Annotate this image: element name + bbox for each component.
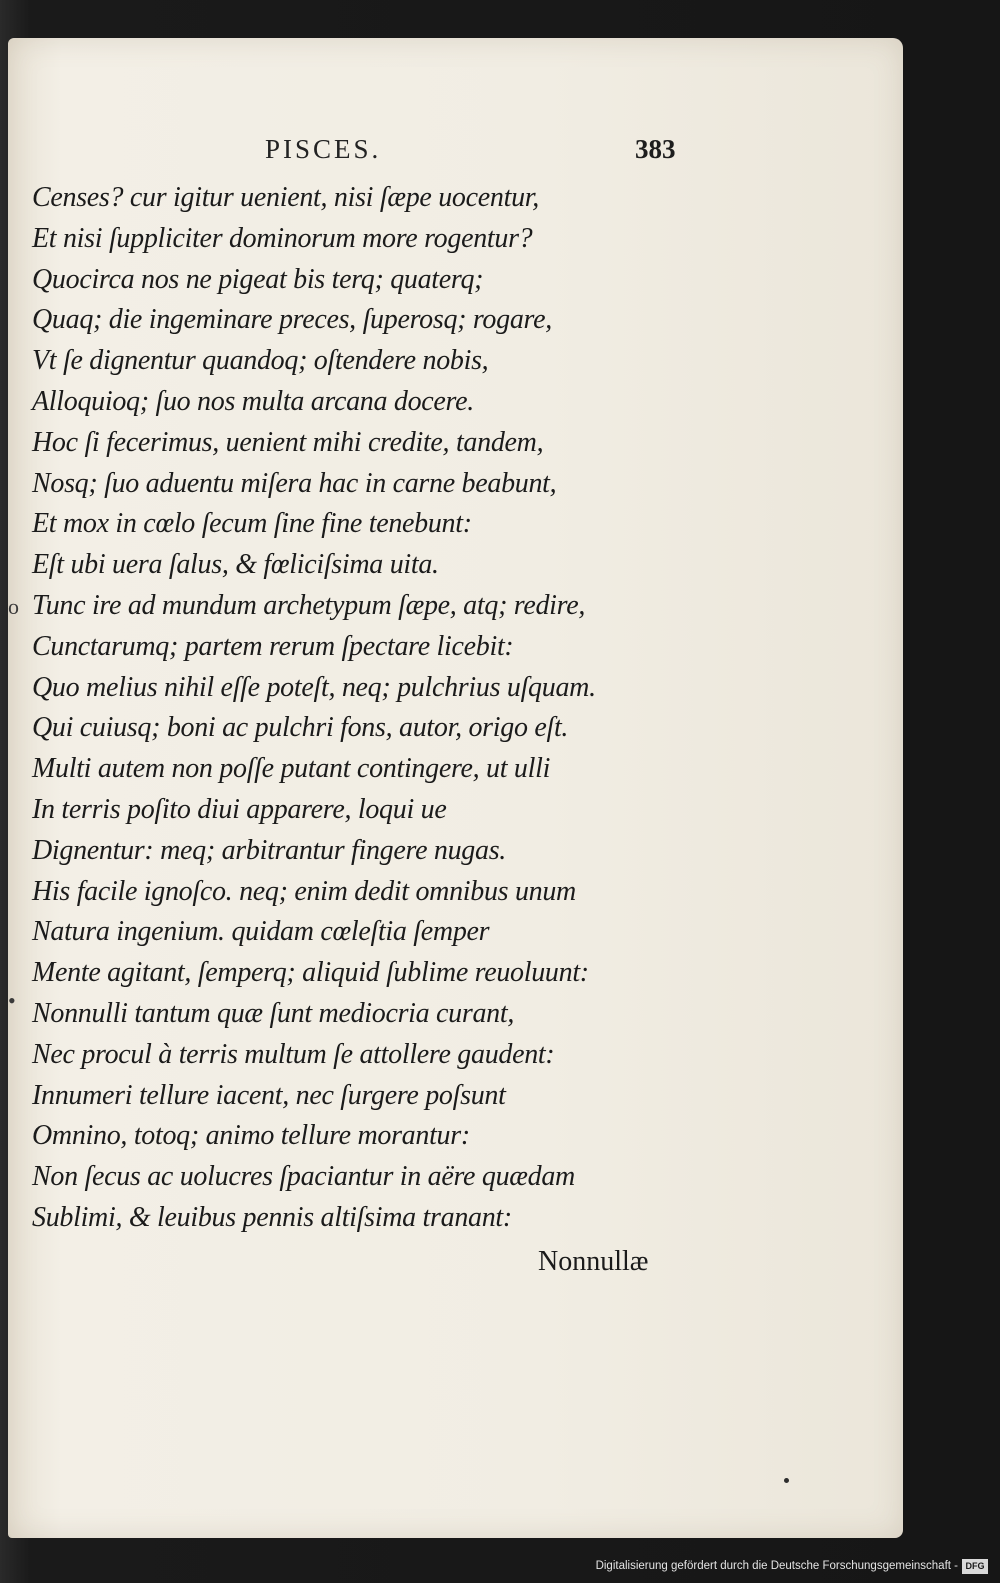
verse-line: His facile ignoſco. neq; enim dedit omnibus unum — [32, 875, 576, 907]
verse-line: Innumeri tellure iacent, nec ſurgere poſsunt — [32, 1079, 506, 1111]
verse-line: Hoc ſi fecerimus, uenient mihi credite, tandem, — [32, 426, 544, 458]
verse-line: Sublimi, & leuibus pennis altiſsima tranant: — [32, 1201, 512, 1233]
verse-block — [32, 178, 712, 1239]
verse-line: Multi autem non poſſe putant contingere, ut ulli — [32, 753, 551, 785]
ink-dot — [784, 1478, 789, 1483]
verse-line: Alloquioq; ſuo nos multa arcana docere. — [32, 385, 474, 417]
margin-mark: • — [8, 988, 16, 1013]
page-number: 383 — [635, 134, 676, 164]
page-header — [8, 134, 903, 174]
catchword: Nonnullæ — [538, 1246, 649, 1277]
margin-mark: o — [8, 594, 19, 619]
verse-line: Tunc ire ad mundum archetypum ſæpe, atq; redire, — [32, 589, 586, 621]
verse-line: Dignentur: meq; arbitrantur fingere nugas. — [32, 834, 506, 866]
verse-line: Nec procul à terris multum ſe attollere gaudent: — [32, 1038, 555, 1070]
verse-line: Cunctarumq; partem rerum ſpectare licebit: — [32, 630, 514, 662]
verse-line: Censes? cur igitur uenient, nisi ſæpe uocentur, — [32, 182, 539, 213]
funding-notice: Digitalisierung gefördert durch die Deutsche Forschungsgemeinschaft - — [595, 1560, 958, 1572]
verse-line: Non ſecus ac uolucres ſpaciantur in aëre quædam — [32, 1161, 575, 1193]
verse-line: Quocirca nos ne pigeat bis terq; quaterq; — [32, 263, 484, 295]
verse-line: Quaq; die ingeminare preces, ſuperosq; rogare, — [32, 304, 552, 336]
verse-line: Qui cuiusq; boni ac pulchri fons, autor, origo eſt. — [32, 712, 569, 744]
dfg-logo: DFG — [962, 1559, 988, 1574]
verse-line: Nonnulli tantum quæ ſunt mediocria curant, — [32, 997, 515, 1029]
verse-line: Et mox in cœlo ſecum ſine fine tenebunt: — [32, 508, 472, 540]
verse-line: Eſt ubi uera ſalus, & fœliciſsima uita. — [32, 549, 439, 581]
verse-line: Nosq; ſuo aduentu miſera hac in carne beabunt, — [32, 467, 557, 499]
footer-bar — [0, 1551, 1000, 1583]
verse-line: Vt ſe dignentur quandoq; oſtendere nobis, — [32, 345, 489, 377]
running-head: PISCES. — [265, 134, 382, 164]
verse-line: Omnino, totoq; animo tellure morantur: — [32, 1120, 470, 1152]
verse-line: Quo melius nihil eſſe poteſt, neq; pulchrius uſquam. — [32, 671, 596, 703]
book-page — [8, 38, 903, 1538]
verse-line: Et nisi ſuppliciter dominorum more rogentur? — [32, 222, 533, 254]
verse-line: In terris poſito diui apparere, loqui ue — [32, 793, 447, 825]
verse-line: Natura ingenium. quidam cœleſtia ſemper — [32, 916, 490, 948]
verse-line: Mente agitant, ſemperq; aliquid ſublime reuoluunt: — [32, 957, 589, 989]
